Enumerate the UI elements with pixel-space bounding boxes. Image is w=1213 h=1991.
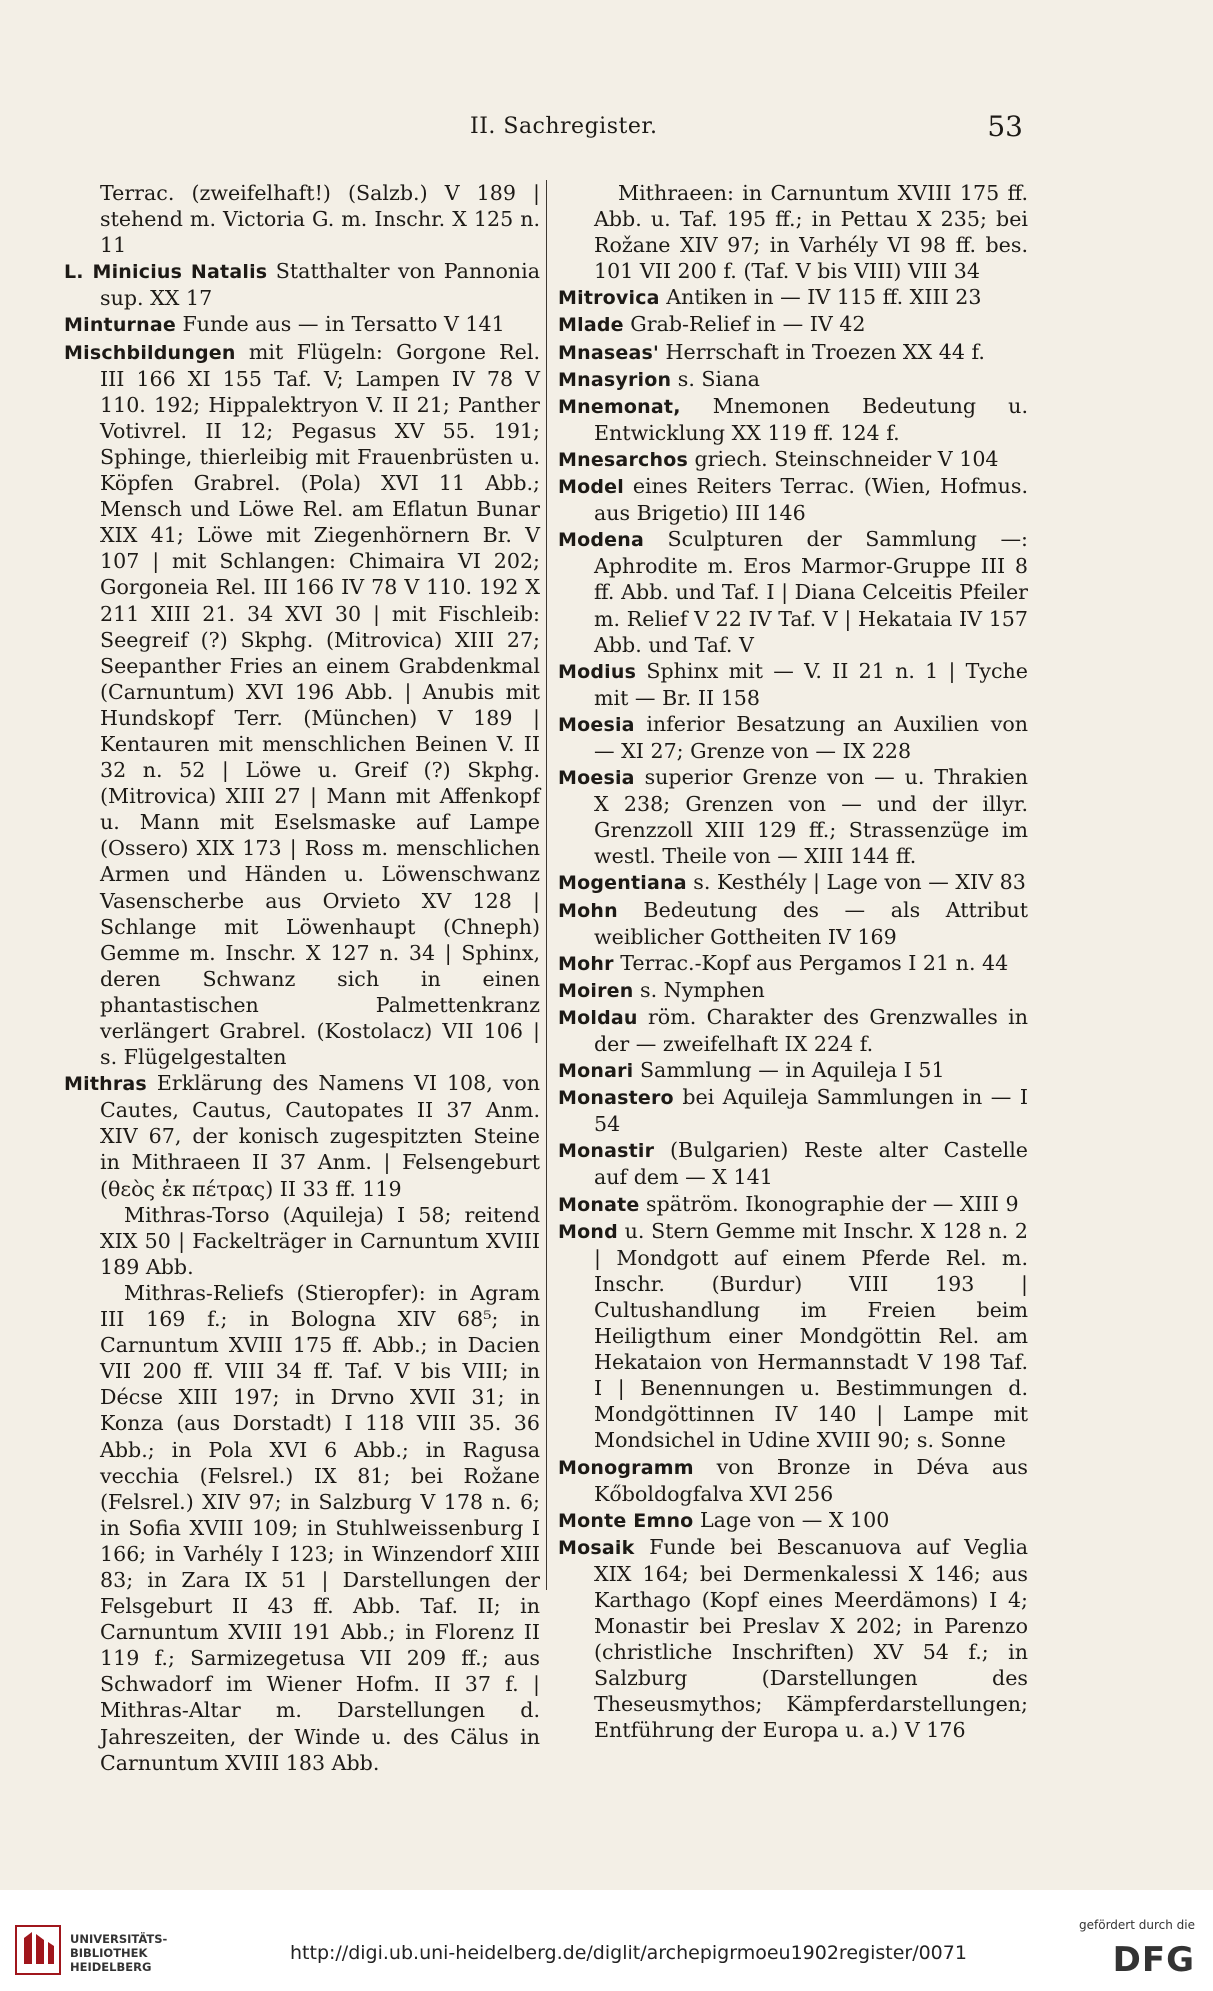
index-entry [558, 339, 1028, 366]
entry-headword: Mnaseas' [558, 341, 659, 364]
index-entry [558, 1057, 1028, 1084]
page-header [0, 110, 1213, 150]
entry-text: Grab-Relief in — IV 42 [623, 312, 866, 337]
entry-headword: Mlade [558, 314, 624, 337]
index-entry [558, 950, 1028, 977]
entry-text: eines Reiters Terrac. (Wien, Hofmus. aus Brigetio) III 146 [594, 474, 1028, 526]
entry-headword: Monari [558, 1060, 634, 1083]
entry-text: Herrschaft in Troezen XX 44 f. [659, 339, 985, 364]
entry-text: Lage von — X 100 [693, 1507, 890, 1532]
entry-text: Bedeutung des — als Attribut weiblicher Gottheiten IV 169 [594, 897, 1028, 949]
entry-text: s. Kesthély | Lage von — XIV 83 [686, 870, 1026, 895]
entry-headword: Mond [558, 1220, 618, 1243]
column-divider [546, 180, 547, 1590]
index-entry [558, 711, 1028, 764]
entry-headword: Mogentiana [558, 872, 687, 895]
entry-headword: Moesia [558, 767, 635, 790]
index-entry [558, 284, 1028, 311]
entry-text: röm. Charakter des Grenzwalles in der — zweifelhaft IX 224 f. [594, 1004, 1028, 1056]
entry-headword: Moldau [558, 1006, 638, 1029]
entry-text: Terrac.-Kopf aus Pergamos I 21 n. 44 [613, 950, 1009, 975]
index-entry [64, 311, 540, 338]
entry-text: s. Siana [671, 366, 760, 391]
entry-text: superior Grenze von — u. Thrakien X 238; Grenzen von — und der illyr. Grenzzoll XIII 129 ff.; Strassenzüge im westl. Theile von — XIII 144 ff. [594, 765, 1028, 869]
index-entry [558, 1191, 1028, 1218]
index-entry [64, 258, 540, 311]
index-entry [558, 869, 1028, 896]
index-entry [558, 1454, 1028, 1507]
right-column [558, 180, 1028, 1744]
index-entry [64, 180, 540, 258]
entry-text: inferior Besatzung an Auxilien von — XI 27; Grenze von — IX 228 [594, 711, 1028, 763]
entry-headword: Monogramm [558, 1456, 694, 1479]
index-entry [558, 180, 1028, 284]
library-name: UNIVERSITÄTS- BIBLIOTHEK HEIDELBERG [70, 1932, 168, 1974]
index-entry [64, 339, 540, 1071]
index-entry [558, 977, 1028, 1004]
index-entry [558, 446, 1028, 473]
entry-text: s. Nymphen [633, 977, 765, 1002]
left-column [64, 180, 540, 1776]
index-entry [558, 1084, 1028, 1137]
entry-headword: Moiren [558, 979, 634, 1002]
entry-text: Sculpturen der Sammlung —: Aphrodite m. Eros Marmor-Gruppe III 8 ff. Abb. und Taf. I | Diana Celceitis Pfeiler m. Relief V 22 IV Taf. V | Hekataia IV 157 Abb. und Taf. V [594, 527, 1028, 657]
entry-text: Sammlung — in Aquileja I 51 [633, 1058, 945, 1083]
entry-text: griech. Steinschneider V 104 [687, 446, 999, 471]
index-entry [558, 897, 1028, 950]
entry-text: u. Stern Gemme mit Inschr. X 128 n. 2 | Mondgott auf einem Pferde Rel. m. Inschr. (Burdur) VIII 193 | Cultushandlung im Freien beim Heiligthum einer Mondgöttin Rel. am Hekataion von Hermannstadt V 198 Taf. I | Benennungen u. Bestimmungen d. Mondgöttinnen IV 140 | Lampe mit Mondsichel in Udine XVIII 90; s. Sonne [594, 1218, 1028, 1453]
entry-headword: Mischbildungen [64, 341, 236, 364]
entry-headword: Mosaik [558, 1536, 635, 1559]
entry-text: Sphinx mit — V. II 21 n. 1 | Tyche mit — Br. II 158 [594, 658, 1028, 710]
dfg-logo-icon: DFG [1112, 1940, 1195, 1980]
entry-headword: Mitrovica [558, 287, 660, 310]
index-entry [558, 1507, 1028, 1534]
entry-headword: Mohn [558, 899, 618, 922]
index-entry [558, 526, 1028, 657]
index-entry [558, 764, 1028, 869]
index-entry [558, 658, 1028, 711]
entry-headword: Mnasyrion [558, 368, 672, 391]
entry-text: von Bronze in Déva aus Kőboldogfalva XVI 256 [594, 1454, 1028, 1506]
entry-text: mit Flügeln: Gorgone Rel. III 166 XI 155 Taf. V; Lampen IV 78 V 110. 192; Hippalektryon V. II 21; Panther Votivrel. II 12; Pegasus XV 55. 191; Sphinge, thierleibig mit Frauenbrüsten u. Köpfen Grabrel. (Pola) XVI 11 Abb.; Mensch und Löwe Rel. am Eflatun Bunar XIX 41; Löwe mit Ziegenhörnern Br. V 107 | mit Schlangen: Chimaira VI 202; Gorgoneia Rel. III 166 IV 78 V 110. 192 X 211 XIII 21. 34 XVI 30 | mit Fischleib: Seegreif (?) Skphg. (Mitrovica) XIII 27; Seepanther Fries an einem Grabdenkmal (Carnuntum) XVI 196 Abb. | Anubis mit Hundskopf Terr. (München) V 189 | Kentauren mit menschlichen Beinen V. II 32 n. 52 | Löwe u. Greif (?) Skphg. (Mitrovica) XIII 27 | Mann mit Affenkopf u. Mann mit Eselsmaske auf Lampe (Ossero) XIX 173 | Ross m. menschlichen Armen und Händen u. Löwenschwanz Vasenscherbe aus Orvieto XV 128 | Schlange mit Löwenhaupt (Chneph) Gemme m. Inschr. X 127 n. 34 | Sphinx, deren Schwanz sich in einen phantastischen Palmettenkranz verlängert Grabrel. (Kostolacz) VII 106 | s. Flügelgestalten [100, 339, 540, 1070]
index-entry [558, 393, 1028, 446]
entry-headword: Modius [558, 660, 637, 683]
funded-by-text: gefördert durch die [1079, 1918, 1195, 1932]
index-entry [558, 311, 1028, 338]
entry-headword: Minturnae [64, 314, 176, 337]
index-entry [558, 1137, 1028, 1190]
entry-headword: Mnesarchos [558, 448, 688, 471]
entry-headword: Monate [558, 1193, 640, 1216]
entry-text: Erklärung des Namens VI 108, von Cautes, Cautus, Cautopates II 37 Anm. XIV 67, der konisch zugespitzten Steine in Mithraeen II 37 Anm. | Felsengeburt (θεὸς ἐκ πέτρας) II 33 ff. 119 [100, 1071, 540, 1201]
entry-text: (Bulgarien) Reste alter Castelle auf dem — X 141 [594, 1138, 1028, 1190]
entry-text: Antiken in — IV 115 ff. XIII 23 [659, 285, 982, 310]
index-entry [558, 366, 1028, 393]
entry-text: Statthalter von Pannonia sup. XX 17 [100, 259, 540, 311]
source-url-link[interactable]: http://digi.ub.uni-heidelberg.de/diglit/archepigrmoeu1902register/0071 [290, 1942, 967, 1964]
index-entry [558, 1534, 1028, 1744]
entry-headword: Moesia [558, 713, 635, 736]
entry-text: Mithras-Torso (Aquileja) I 58; reitend XIX 50 | Fackelträger in Carnuntum XVIII 189 Abb. [100, 1202, 540, 1279]
index-entry [558, 1218, 1028, 1454]
running-title: II. Sachregister. [470, 114, 658, 139]
index-entry [558, 1004, 1028, 1057]
entry-text: bei Aquileja Sammlungen in — I 54 [594, 1085, 1028, 1137]
entry-headword: Monte Emno [558, 1509, 694, 1532]
entry-text: Funde aus — in Tersatto V 141 [175, 312, 505, 337]
index-entry [64, 1280, 540, 1776]
digitization-footer [0, 1890, 1213, 1991]
entry-text: Mithras-Reliefs (Stieropfer): in Agram III 169 f.; in Bologna XIV 68⁵; in Carnuntum XVIII 175 ff. Abb.; in Dacien VII 200 ff. VIII 34 ff. Taf. V bis VIII; in Décse XIII 197; in Drvno XVII 31; in Konza (aus Dorstadt) I 118 VIII 35. 36 Abb.; in Pola XVI 6 Abb.; in Ragusa vecchia (Felsrel.) IX 81; bei Rožane (Felsrel.) XIV 97; in Salzburg V 178 n. 6; in Sofia XVIII 109; in Stuhlweissenburg I 166; in Varhély I 123; in Winzendorf XIII 83; in Zara IX 51 | Darstellungen der Felsgeburt II 43 ff. Abb. Taf. II; in Carnuntum XVIII 191 Abb.; in Florenz II 119 f.; Sarmizegetusa VII 209 ff.; aus Schwadorf im Wiener Hofm. II 37 f. | Mithras-Altar m. Darstellungen d. Jahreszeiten, der Winde u. des Cälus in Carnuntum XVIII 183 Abb. [100, 1280, 540, 1775]
entry-headword: Monastir [558, 1140, 655, 1163]
page-number: 53 [987, 110, 1023, 143]
entry-headword: Monastero [558, 1087, 674, 1110]
entry-text: spätröm. Ikonographie der — XIII 9 [639, 1191, 1019, 1216]
entry-headword: Model [558, 476, 624, 499]
entry-text: Funde bei Bescanuova auf Veglia XIX 164; bei Dermenkalessi X 146; aus Karthago (Kopf eines Meerdämons) I 4; Monastir bei Preslav X 202; in Parenzo (christliche Inschriften) XV 54 f.; in Salzburg (Darstellungen des Theseusmythos; Kämpferdarstellungen; Entführung der Europa u. a.) V 176 [594, 1534, 1028, 1743]
index-entry [64, 1202, 540, 1280]
entry-headword: L. Minicius Natalis [64, 261, 268, 284]
entry-headword: Mohr [558, 952, 614, 975]
entry-text: Terrac. (zweifelhaft!) (Salzb.) V 189 | stehend m. Victoria G. m. Inschr. X 125 n. 11 [100, 181, 540, 258]
entry-headword: Mnemonat, [558, 395, 681, 418]
entry-text: Mithraeen: in Carnuntum XVIII 175 ff. Abb. u. Taf. 195 ff.; in Pettau X 235; bei Rožane XIV 97; in Varhély VI 98 ff. bes. 101 VII 200 f. (Taf. V bis VIII) VIII 34 [594, 181, 1028, 284]
entry-headword: Mithras [64, 1073, 147, 1096]
index-entry [64, 1070, 540, 1201]
entry-headword: Modena [558, 529, 644, 552]
entry-text: Mnemonen Bedeutung u. Entwicklung XX 119 ff. 124 f. [594, 393, 1028, 445]
index-entry [558, 473, 1028, 526]
university-library-logo-icon [14, 1924, 62, 1976]
